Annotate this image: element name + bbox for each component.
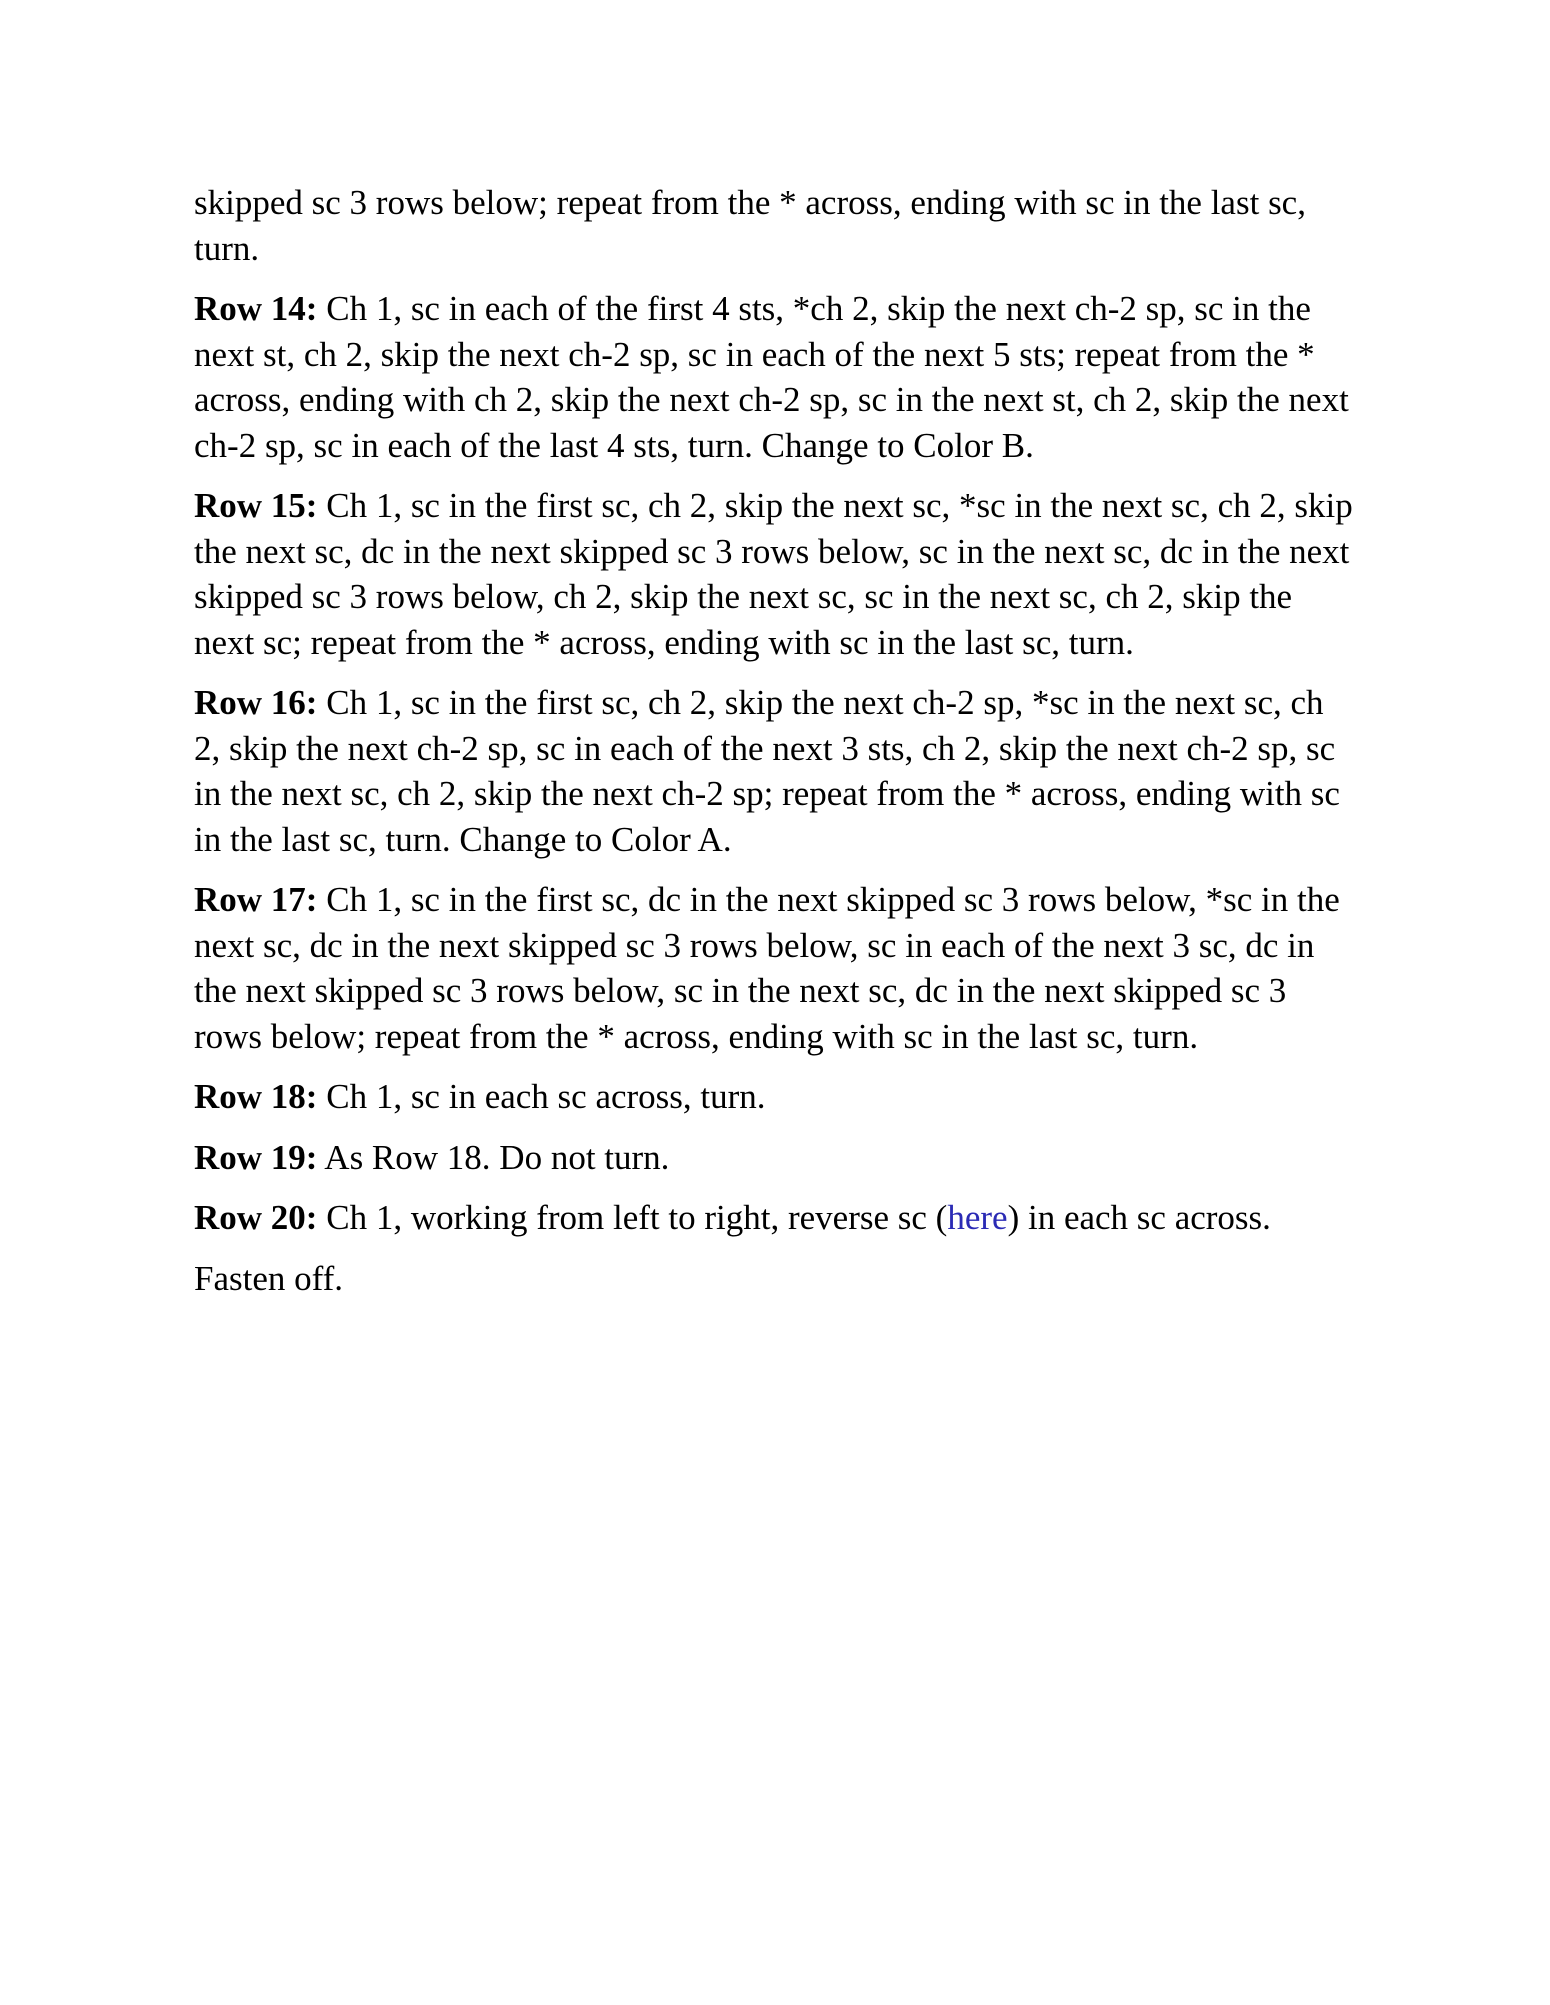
row-18-paragraph [194, 1074, 1354, 1120]
row-19-paragraph [194, 1135, 1354, 1181]
row-label: Row 16: [194, 683, 318, 722]
row-label: Row 14: [194, 289, 318, 328]
row-instructions: Ch 1, sc in each sc across, turn. [317, 1077, 766, 1116]
row-instructions: Ch 1, sc in each of the first 4 sts, *ch 2, skip the next ch-2 sp, sc in the next st, ch 2, skip the next ch-2 sp, sc in each of the next 5 sts; repeat from the * across, ending with ch 2, skip the next ch-2 sp, sc in the next st, ch 2, skip the next ch-2 sp, sc in each of the last 4 sts, turn. Change to Color B. [194, 289, 1349, 465]
row-instructions-start: Ch 1, working from left to right, reverse sc ( [317, 1198, 948, 1237]
row-14-paragraph [194, 286, 1354, 468]
document-body [194, 180, 1354, 1316]
row-16-paragraph [194, 680, 1354, 862]
row-instructions-end: ) in each sc across. [1007, 1198, 1271, 1237]
row-label: Row 18: [194, 1077, 318, 1116]
row-20-paragraph [194, 1195, 1354, 1241]
row-label: Row 15: [194, 486, 318, 525]
row-label: Row 20: [194, 1198, 318, 1237]
row-15-paragraph [194, 483, 1354, 665]
row-instructions: Ch 1, sc in the first sc, dc in the next skipped sc 3 rows below, *sc in the next sc, dc in the next skipped sc 3 rows below, sc in each of the next 3 sc, dc in the next skipped sc 3 rows below, sc in the next sc, dc in the next skipped sc 3 rows below; repeat from the * across, ending with sc in the last sc, turn. [194, 880, 1340, 1056]
reverse-sc-link[interactable]: here [947, 1198, 1008, 1237]
row-instructions: Ch 1, sc in the first sc, ch 2, skip the next ch-2 sp, *sc in the next sc, ch 2, skip the next ch-2 sp, sc in each of the next 3 sts, ch 2, skip the next ch-2 sp, sc in the next sc, ch 2, skip the next ch-2 sp; repeat from the * across, ending with sc in the last sc, turn. Change to Color A. [194, 683, 1340, 859]
row-instructions: As Row 18. Do not turn. [317, 1137, 670, 1177]
row-instructions: Ch 1, sc in the first sc, ch 2, skip the next sc, *sc in the next sc, ch 2, skip the next sc, dc in the next skipped sc 3 rows below, sc in the next sc, dc in the next skipped sc 3 rows below, ch 2, skip the next sc, sc in the next sc, ch 2, skip the next sc; repeat from the * across, ending with sc in the last sc, turn. [194, 486, 1353, 662]
continuation-paragraph: skipped sc 3 rows below; repeat from the * across, ending with sc in the last sc, turn. [194, 183, 1306, 268]
row-label: Row 17: [194, 880, 318, 919]
row-17-paragraph [194, 877, 1354, 1059]
row-label: Row 19: [194, 1137, 318, 1177]
closing-paragraph: Fasten off. [194, 1258, 344, 1298]
